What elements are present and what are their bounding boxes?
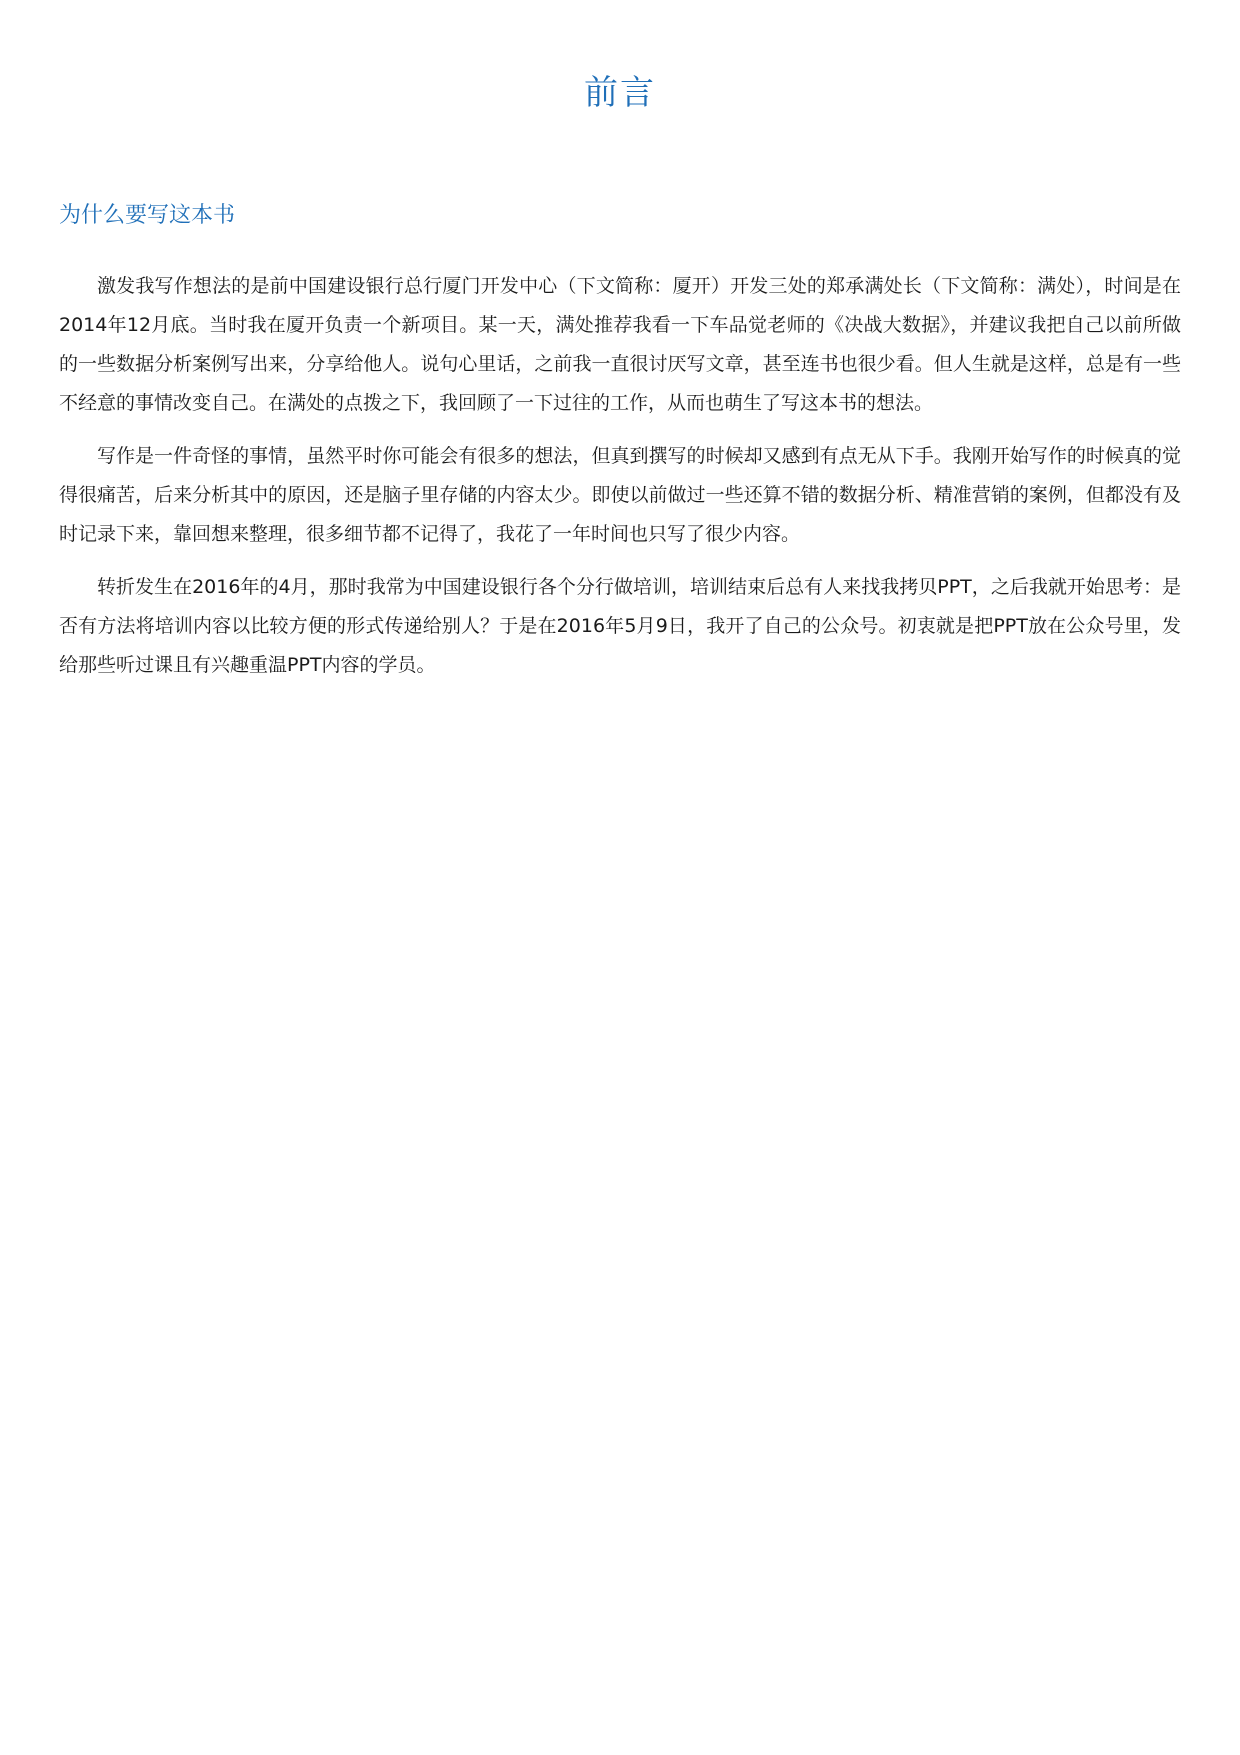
paragraph: 写作是一件奇怪的事情，虽然平时你可能会有很多的想法，但真到撰写的时候却又感到有点无从下手。我刚开始写作的时候真的觉得很痛苦，后来分析其中的原因，还是脑子里存储的内容太少。即使以前做过一些还算不错的数据分析、精准营销的案例，但都没有及时记录下来，靠回想来整理，很多细节都不记得了，我花了一年时间也只写了很少内容。 — [59, 445, 1181, 545]
paragraph: 转折发生在2016年的4月，那时我常为中国建设银行各个分行做培训，培训结束后总有人来找我拷贝PPT，之后我就开始思考：是否有方法将培训内容以比较方便的形式传递给别人？于是在2016年5月9日，我开了自己的公众号。初衷就是把PPT放在公众号里，发给那些听过课且有兴趣重温PPT内容的学员。 — [59, 576, 1181, 676]
body-text — [59, 267, 1181, 699]
page-title: 前言 — [584, 73, 656, 113]
section-heading: 为什么要写这本书 — [59, 203, 236, 228]
paragraph: 激发我写作想法的是前中国建设银行总行厦门开发中心（下文简称：厦开）开发三处的郑承满处长（下文简称：满处），时间是在2014年12月底。当时我在厦开负责一个新项目。某一天，满处推荐我看一下车品觉老师的《决战大数据》，并建议我把自己以前所做的一些数据分析案例写出来，分享给他人。说句心里话，之前我一直很讨厌写文章，甚至连书也很少看。但人生就是这样，总是有一些不经意的事情改变自己。在满处的点拨之下，我回顾了一下过往的工作，从而也萌生了写这本书的想法。 — [59, 275, 1181, 414]
